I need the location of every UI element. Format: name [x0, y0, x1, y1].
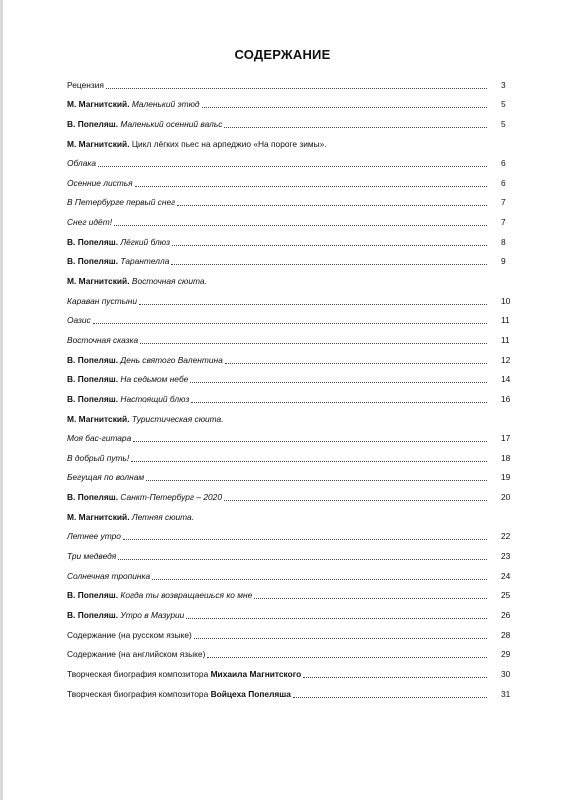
toc-work-title: Настоящий блюз — [120, 393, 190, 404]
toc-entry-text — [67, 315, 93, 326]
toc-work-title: Оазис — [67, 315, 91, 326]
dot-leader — [293, 697, 487, 698]
toc-entry — [67, 110, 515, 130]
dot-leader — [118, 559, 487, 560]
toc-page-number: 24 — [501, 570, 511, 581]
dot-leader — [123, 539, 487, 540]
toc-entry — [67, 248, 515, 268]
toc-entry — [67, 621, 515, 641]
toc-entry-text — [67, 139, 329, 150]
toc-page-number: 7 — [501, 197, 506, 208]
dot-leader — [194, 638, 487, 639]
toc-page-number: 8 — [501, 236, 506, 247]
page-title: СОДЕРЖАНИЕ — [234, 47, 331, 62]
toc-entry — [67, 483, 515, 503]
toc-entry — [67, 307, 515, 327]
dot-leader — [140, 343, 487, 344]
toc-work-title: День святого Валентина — [120, 354, 223, 365]
toc-author: М. Магнитский. — [67, 99, 130, 110]
dot-leader — [135, 186, 487, 187]
toc-work-title: Моя бас-гитара — [67, 433, 132, 444]
toc-entry — [67, 601, 515, 621]
dot-leader — [131, 461, 487, 462]
toc-author: В. Попеляш. — [67, 256, 119, 267]
toc-page-number: 12 — [501, 354, 511, 365]
toc-entry-text — [67, 414, 226, 425]
toc-entry — [67, 503, 515, 523]
table-of-contents — [67, 71, 515, 700]
toc-work-title: Когда ты возвращаешься ко мне — [120, 590, 253, 601]
toc-work-title: Бегущая по волнам — [67, 472, 145, 483]
toc-work-title: Караван пустыни — [67, 295, 138, 306]
toc-work-title: Творческая биография композитора — [67, 688, 211, 699]
toc-page-number: 25 — [501, 590, 511, 601]
dot-leader — [224, 127, 487, 128]
toc-entry — [67, 425, 515, 445]
toc-entry — [67, 169, 515, 189]
toc-entry-text — [67, 178, 135, 189]
dot-leader — [172, 245, 487, 246]
dot-leader — [146, 480, 487, 481]
toc-entry-text — [67, 689, 293, 700]
toc-page-number: 23 — [501, 551, 511, 562]
toc-entry — [67, 91, 515, 111]
toc-entry-text — [67, 433, 133, 444]
dot-leader — [139, 304, 487, 305]
toc-work-title: Солнечная тропинка — [67, 570, 151, 581]
toc-entry — [67, 641, 515, 661]
toc-work-title: Летняя сюита. — [131, 511, 195, 522]
toc-author: В. Попеляш. — [67, 118, 119, 129]
toc-work-title: Летнее утро — [67, 531, 121, 542]
toc-page-number: 14 — [501, 374, 511, 385]
toc-entry — [67, 444, 515, 464]
toc-work-title: Тарантелла — [120, 256, 170, 267]
toc-page-number: 22 — [501, 531, 511, 542]
toc-entry — [67, 562, 515, 582]
toc-entry-text — [67, 158, 98, 169]
toc-page-number: 31 — [501, 688, 511, 699]
dot-leader — [191, 402, 487, 403]
dot-leader — [171, 264, 487, 265]
toc-entry-text — [67, 256, 171, 267]
toc-composer-name: Войцеха Попеляша — [210, 688, 291, 699]
toc-author: М. Магнитский. — [67, 138, 130, 149]
toc-entry — [67, 208, 515, 228]
toc-work-title: Облака — [67, 158, 97, 169]
toc-page-number: 10 — [501, 295, 511, 306]
dot-leader — [93, 323, 487, 324]
toc-page-number: 5 — [501, 99, 506, 110]
toc-page-number: 18 — [501, 452, 511, 463]
toc-entry-text — [67, 99, 202, 110]
toc-author: В. Попеляш. — [67, 374, 119, 385]
toc-entry — [67, 189, 515, 209]
toc-entry — [67, 326, 515, 346]
toc-entry-text — [67, 630, 194, 641]
toc-entry-text — [67, 296, 139, 307]
dot-leader — [225, 363, 487, 364]
toc-work-title: Рецензия — [67, 79, 104, 90]
toc-entry — [67, 680, 515, 700]
toc-entry-text — [67, 590, 254, 601]
toc-page-number: 7 — [501, 217, 506, 228]
toc-work-title: Маленький осенний вальс — [120, 118, 223, 129]
toc-page-number: 16 — [501, 393, 511, 404]
toc-composer-name: Михаила Магнитского — [210, 668, 302, 679]
toc-entry-text — [67, 453, 131, 464]
toc-work-title: Восточная сказка — [67, 334, 139, 345]
toc-entry-text — [67, 551, 118, 562]
toc-page-number: 6 — [501, 158, 506, 169]
toc-entry-text — [67, 669, 303, 680]
toc-entry-text — [67, 335, 140, 346]
toc-author: В. Попеляш. — [67, 492, 119, 503]
toc-work-title: Содержание (на английском языке) — [67, 649, 206, 660]
toc-work-title: Творческая биография композитора — [67, 668, 211, 679]
toc-entry-text — [67, 531, 123, 542]
toc-page-number: 6 — [501, 177, 506, 188]
toc-work-title: Утро в Мазурии — [120, 609, 185, 620]
dot-leader — [133, 441, 487, 442]
toc-work-title: Содержание (на русском языке) — [67, 629, 192, 640]
toc-entry — [67, 346, 515, 366]
toc-entry-text — [67, 610, 186, 621]
toc-page-number: 30 — [501, 668, 511, 679]
dot-leader — [106, 88, 487, 89]
toc-page-number: 29 — [501, 649, 511, 660]
toc-work-title: На седьмом небе — [120, 374, 189, 385]
toc-entry — [67, 542, 515, 562]
dot-leader — [254, 598, 487, 599]
toc-entry — [67, 267, 515, 287]
toc-work-title: Маленький этюд — [131, 99, 200, 110]
toc-work-title: Туристическая сюита. — [131, 413, 224, 424]
toc-page-number: 28 — [501, 629, 511, 640]
dot-leader — [303, 677, 487, 678]
toc-page-number: 19 — [501, 472, 511, 483]
toc-work-title: Лёгкий блюз — [120, 236, 170, 247]
toc-page-number: 26 — [501, 609, 511, 620]
toc-page-number: 11 — [501, 315, 510, 326]
toc-entry-text — [67, 649, 207, 660]
toc-page-number: 3 — [501, 79, 506, 90]
toc-entry — [67, 582, 515, 602]
toc-work-title: Восточная сюита. — [131, 276, 207, 287]
toc-entry-text — [67, 355, 225, 366]
toc-work-title: Цикл лёгких пьес на арпеджио «На пороге зимы». — [131, 138, 327, 149]
toc-work-title: В добрый путь! — [67, 452, 130, 463]
toc-entry — [67, 150, 515, 170]
dot-leader — [207, 657, 487, 658]
toc-entry-text — [67, 512, 196, 523]
toc-entry-text — [67, 394, 191, 405]
dot-leader — [152, 579, 487, 580]
toc-entry — [67, 287, 515, 307]
toc-entry — [67, 405, 515, 425]
dot-leader — [177, 205, 487, 206]
toc-page-number: 9 — [501, 256, 506, 267]
toc-entry — [67, 523, 515, 543]
dot-leader — [224, 500, 487, 501]
dot-leader — [202, 107, 487, 108]
toc-entry-text — [67, 237, 172, 248]
toc-author: В. Попеляш. — [67, 590, 119, 601]
toc-author: В. Попеляш. — [67, 393, 119, 404]
toc-entry-text — [67, 119, 224, 130]
toc-work-title: Снег идёт! — [67, 217, 113, 228]
toc-work-title: Санкт-Петербург – 2020 — [120, 492, 222, 503]
toc-work-title: Осенние листья — [67, 177, 133, 188]
toc-entry — [67, 130, 515, 150]
toc-entry — [67, 366, 515, 386]
toc-page-number: 17 — [501, 433, 511, 444]
toc-page-number: 5 — [501, 118, 506, 129]
toc-author: В. Попеляш. — [67, 609, 119, 620]
toc-entry — [67, 71, 515, 91]
toc-entry-text — [67, 492, 224, 503]
dot-leader — [114, 225, 487, 226]
toc-work-title: Три медведя — [67, 551, 117, 562]
toc-entry — [67, 660, 515, 680]
dot-leader — [190, 382, 487, 383]
toc-author: В. Попеляш. — [67, 354, 119, 365]
toc-entry-text — [67, 374, 190, 385]
toc-entry-text — [67, 472, 146, 483]
toc-entry-text — [67, 80, 106, 91]
toc-author: В. Попеляш. — [67, 236, 119, 247]
page-edge — [0, 0, 3, 800]
toc-work-title: В Петербурге первый снег — [67, 197, 176, 208]
toc-entry — [67, 228, 515, 248]
toc-author: М. Магнитский. — [67, 276, 130, 287]
toc-entry-text — [67, 197, 177, 208]
toc-entry — [67, 385, 515, 405]
toc-page-number: 11 — [501, 334, 510, 345]
dot-leader — [98, 166, 487, 167]
toc-entry-text — [67, 217, 114, 228]
toc-entry-text — [67, 276, 209, 287]
toc-entry — [67, 464, 515, 484]
toc-author: М. Магнитский. — [67, 413, 130, 424]
toc-author: М. Магнитский. — [67, 511, 130, 522]
dot-leader — [186, 618, 487, 619]
toc-page-number: 20 — [501, 492, 511, 503]
toc-entry-text — [67, 571, 152, 582]
